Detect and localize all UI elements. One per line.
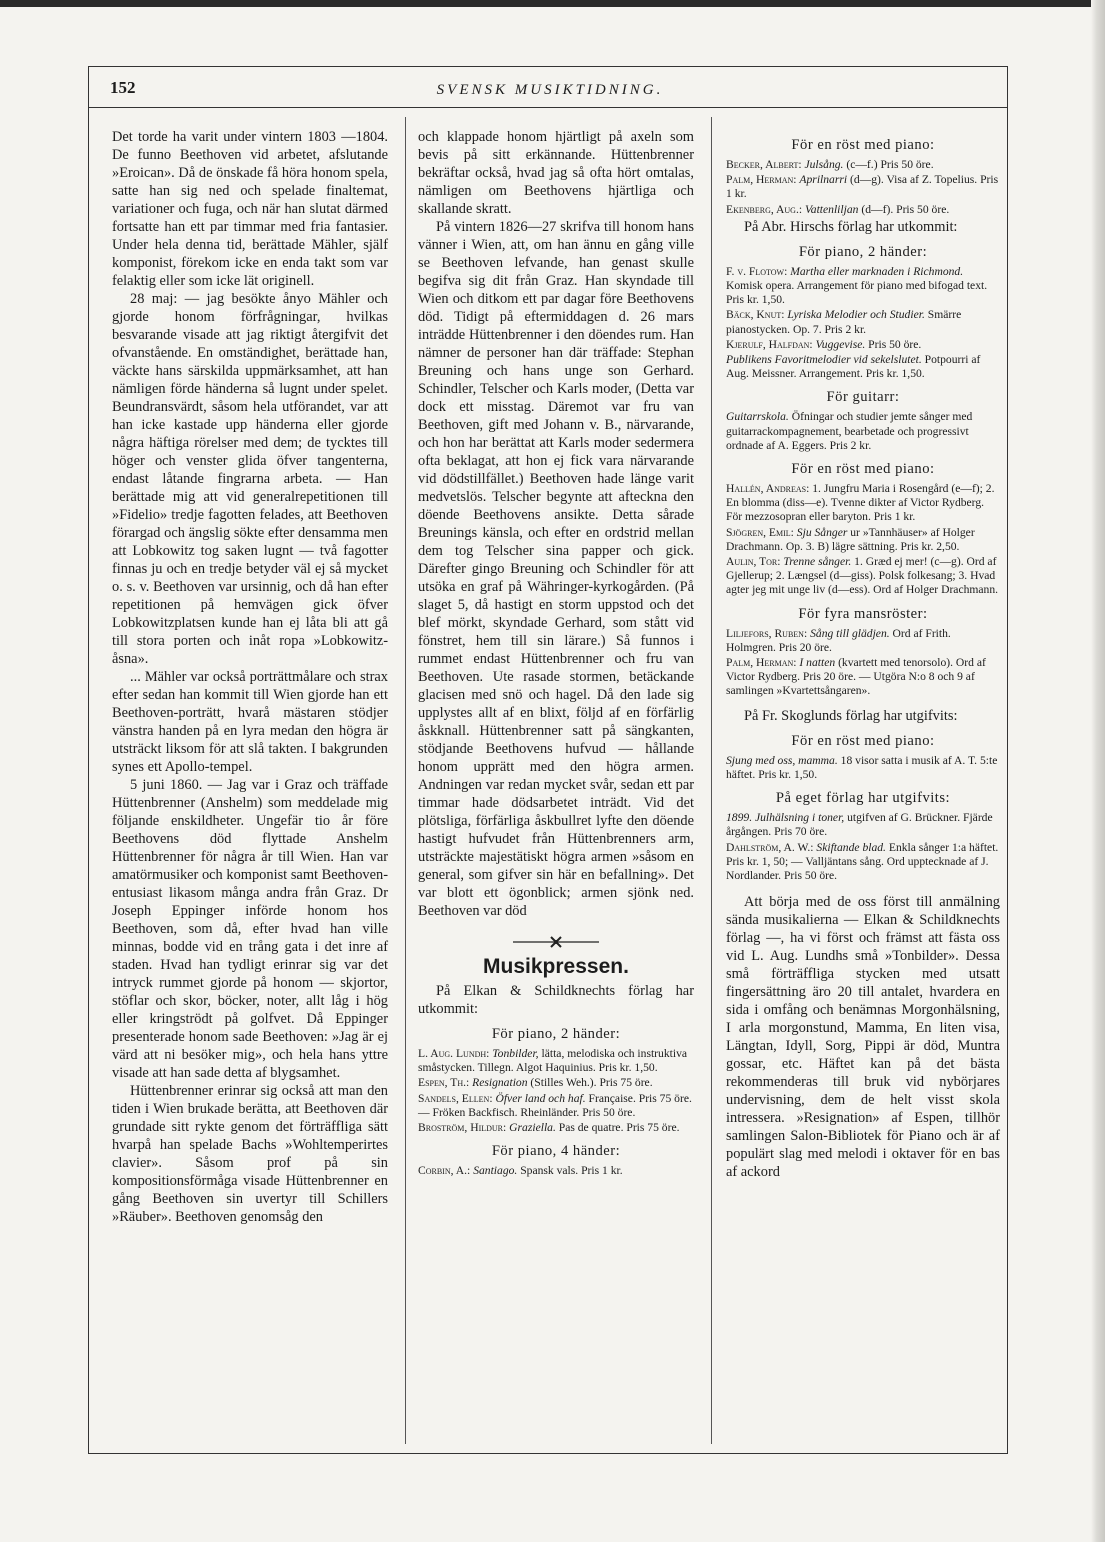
paragraph: och klappade honom hjärtligt på axeln som bevis på sitt erkännande. Hüttenbrenner bekräftar också, hvad jag så ofta hört omtalas, nämligen om Beethovens hjärtliga och skallande skratt.: [418, 129, 694, 217]
list-item: Kjerulf, Halfdan: Vuggevise. Pris 50 öre.: [726, 337, 922, 351]
section-heading: Musikpressen.: [483, 955, 629, 978]
list-item: Becker, Albert: Julsång. (c—f.) Pris 50 öre.: [726, 158, 934, 171]
publisher-intro: På Abr. Hirschs förlag har utkommit:: [744, 218, 958, 235]
paragraph: På vintern 1826—27 skrifva till honom hans vänner i Wien, att, om han ännu en gång ville se Beethoven lefvande, han genast skulle begifva sig dit från Graz. Han skyndade till Wien och ditkom ett par dagar före Beethovens död. Tidigt på eftermiddagen d. 26 mars inträdde Hüttenbrenner i den döendes rum. Han nämner de personer han där träffade: Stephan Breuning och hans unge son Gerhard. Schindler, Telscher och Karls moder, (Detta var dock ett misstag. Däremot var fru van Beethoven, gift med Johann v. B., närvarande, och hon har berättat att Karls moder sedermera ofta beklagat, att hon ej fick vara närvarande vid dödstillfället.) Beethoven hade länge varit medvetslös. Telscher begynte att afteckna den döende Beethovens ansikte. Detta sårade Breunings känsla, och efter en ordstrid mellan dem tog Telscher sina papper och gick. Därefter gingo Breuning och Schindler för att utsöka en graf på Währinger-kyrkogården. (På slaget 5, då hastigt en storm uppstod och det blef mörkt, skyndade Gerhard, som stått vid fönstret, hem till sin lärare.) Så funnos i rummet endast Hüttenbrenner och fru van Beethoven. Ute rasade stormen, betäckande glacisen med snö och hagel. Då den lade sig upplystes allt af en blixt, följd af en förfärlig åskknall. Hüttenbrenner satt på sängkanten, stödjande Beethovens hufvud — hållande honom upprätt med den högra armen. Andningen var redan mycket svår, sedan ett par timmar hade dödsarbetet inträdt. Vid det plötsliga, förfärliga åskbullret lyfte den döende hastigt hufvudet från Hüttenbrenners arm, utsträckte majestätiskt högra armen »såsom en general, som gifver sin här en befallning». Det var blott ett ögonblick; armen sjönk ned. Beethoven var död: [418, 219, 694, 919]
ornament-divider-icon: [511, 934, 601, 950]
subsection-title: För en röst med piano:: [791, 461, 935, 478]
subsection-title: För guitarr:: [826, 389, 900, 406]
subsection-title: För piano, 2 händer:: [491, 1026, 621, 1042]
list-item: 1899. Julhälsning i toner, utgifven af G. Brückner. Fjärde årgången. Pris 70 öre.: [726, 811, 993, 839]
column-rule-right: [711, 117, 712, 1444]
paragraph: 5 juni 1860. — Jag var i Graz och träffade Hüttenbrenner (Anshelm) som meddelade mig följande enskildheter. Ungefär tio år före Beethovens död flyttade Anshelm Hüttenbrenner för några år till Wien. Han var amatörmusiker och komponist samt Beethoven-entusiast likasom många andra från Graz. Dr Joseph Eppinger införde honom hos Beethoven, som då, efter hvad han ville minnas, bodde vid en trång gata i det inre af staden. Hvad han tydligt erinrar sig var det intryck rummet gjorde på honom — skjortor, stöflar och skor, böcker, noter, allt låg i hög eller kringströdt på golfvet. Då Eppinger presenterade honom sade Beethoven: »Jag är ej värd att ni besöker mig», och hela hans yttre visade att han sade detta af blygsamhet.: [112, 777, 388, 1081]
list-item: Ekenberg, Aug.: Vattenliljan (d—f). Pris 50 öre.: [726, 202, 950, 216]
list-item: Guitarrskola. Öfningar och studier jemte sånger med guitarrackompagnement, bearbetade och progressivt ordnade af A. Eggers. Pris 2 kr.: [726, 410, 973, 452]
list-item: Broström, Hildur: Graziella. Pas de quatre. Pris 75 öre.: [418, 1121, 680, 1135]
publisher-intro: På Elkan & Schildknechts förlag har utkommit:: [418, 983, 694, 1017]
paragraph: Att börja med de oss först till anmälning sända musikalierna — Elkan & Schildknechts förlag —, ha vi först och främst att fästa oss vid L. Aug. Lundhs små »Tonbilder». Dessa små förträffliga stycken med utsatt fingersättning äro 20 till antalet, hvardera en sida i omfång och benämnas Morgonhälsning, I arla morgonstund, Mamma, En liten visa, Längtan, Idyll, Sorg, Pippi är död, Muntra gossar, etc. Häftet kan på det bästa rekommenderas till bruk vid nybörjares undervisning, dem de helt visst skola intressera. »Resignation» af Espen, tillhör samlingen Salon-Bibliotek för Piano och är af populärt slag med melodi i oktaver för en bas af ackord: [726, 894, 1000, 1181]
list-item: F. v. Flotow: Martha eller marknaden i Richmond. Komisk opera. Arrangement för piano med bifogad text. Pris kr. 1,50.: [726, 264, 988, 307]
list-item: Corbin, A.: Santiago. Spansk vals. Pris 1 kr.: [418, 1164, 623, 1178]
running-title: SVENSK MUSIKTIDNING.: [436, 82, 664, 98]
publisher-intro: På Fr. Skoglunds förlag har utgifvits:: [744, 707, 958, 724]
paragraph: Hüttenbrenner erinrar sig också att man den tiden i Wien brukade berätta, att Beethoven där grundade sitt rykte genom det förträffliga sätt hvarpå han spelade Bachs »Wohltemperirtes clavier». Såsom prof på sin kompositionsförmåga visade Hüttenbrenner en gång Beethoven sin uvertyr till Schillers »Räuber». Beethoven genomsåg den: [112, 1083, 388, 1225]
scan-edge-top: [0, 0, 1105, 7]
subsection-title: För fyra mansröster:: [798, 605, 928, 622]
scan-edge-right: [1091, 0, 1105, 1542]
list-item: Espen, Th.: Resignation (Stilles Weh.). Pris 75 öre.: [418, 1076, 653, 1090]
list-item: Sjung med oss, mamma. 18 visor satta i musik af A. T. 5:te häftet. Pris kr. 1,50.: [726, 753, 998, 781]
list-item: Publikens Favoritmelodier vid sekelslutet. Potpourri af Aug. Meissner. Arrangement. Pris kr. 1,50.: [726, 353, 981, 381]
list-item: Palm, Herman: Aprilnarri (d—g). Visa af Z. Topelius. Pris 1 kr.: [726, 173, 999, 201]
list-item: Sandels, Ellen: Öfver land och haf. Française. Pris 75 öre. — Fröken Backfisch. Rheinländer. Pris 50 öre.: [418, 1091, 692, 1119]
list-item: Sjögren, Emil: Sju Sånger ur »Tannhäuser» af Holger Drachmann. Op. 3. B) lägre sättning. Pris kr. 2,50.: [726, 525, 975, 553]
paragraph: 28 maj: — jag besökte ånyo Mähler och gjorde honom förfrågningar, hvilkas besvarande visade att jag riktigt återgifvit det ofvanstående. En omständighet, berättade han, väckte hans särskilda uppmärksamhet, att han nämligen förde händerna så lugnt under spelet. Beundransvärdt, såsom hela utförandet, var att han icke kastade upp händerna eller gjorde några häftiga rörelser med dem; de tycktes till höger och venster glida öfver tangenterna, endast låtande fingrarna arbeta. — Han berättade mig att vid generalrepetitionen till »Fidelio» tredje fagotten felades, att Beethoven förargad och ängslig sökte efter densamma men att Lobkowitz tog saken lugnt — två fagotter finnas ju och en tredje betyder väl ej så mycket o. s. v. Beethoven var ursinnig, och då han efter repetitionen på hemvägen gick öfver Lobkowitzplatsen kunde han ej låta bli att gå till stora porten och inåt ropa »Lobkowitz-åsna».: [112, 291, 388, 667]
list-item: Liljefors, Ruben: Sång till glädjen. Ord af Frith. Holmgren. Pris 20 öre.: [726, 626, 951, 654]
header-rule: [88, 107, 1008, 108]
column-3: [726, 128, 1000, 1181]
subsection-title: För piano, 4 händer:: [491, 1143, 621, 1160]
paragraph: ... Mähler var också porträttmålare och strax efter sedan han kommit till Wien gjorde han ett Beethoven-porträtt, hvarå mästaren stödjer vänstra handen på en lyra medan den högra är utsträckt liksom för att slå takten. I bakgrunden synes ett Apollo-tempel.: [112, 669, 388, 775]
subsection-title: För en röst med piano:: [791, 732, 935, 749]
column-2: [418, 128, 694, 1179]
list-item: Hallén, Andreas: 1. Jungfru Maria i Rosengård (e—f); 2. En blomma (diss—e). Tvenne dikter af Victor Rydberg. För mezzosopran eller baryton. Pris 1 kr.: [726, 482, 995, 524]
list-item: Aulin, Tor: Trenne sånger. 1. Græd ej mer! (c—g). Ord af Gjellerup; 2. Længsel (d—giss). Polsk folkesang; 3. Hvad agter jeg mit unge liv (d—ess). Ord af Holger Drachmann.: [726, 555, 999, 597]
list-item: Dahlström, A. W.: Skiftande blad. Enkla sånger 1:a häftet. Pris kr. 1, 50; — Valljäntans sång. Ord upptecknade af J. Nordlander. Pris 50 öre.: [726, 840, 999, 882]
page-number: 152: [110, 78, 136, 97]
paragraph: Det torde ha varit under vintern 1803 —1804. De funno Beethoven vid arbetet, afslutande »Eroican». Då de önskade få höra honom spela, satte han sig ned och spelade finaltemat, variationer och fuga, och när han slutat därmed fortsatte han ett par timmar med fria fantasier. Under hela denna tid, berättade Mähler, själf komponist, förekom icke en enda takt som var felaktig eller som icke lät originell.: [112, 129, 388, 289]
list-item: Bäck, Knut: Lyriska Melodier och Studier. Smärre pianostycken. Op. 7. Pris 2 kr.: [726, 308, 962, 336]
subsection-title: För piano, 2 händer:: [798, 243, 928, 260]
column-rule-left: [405, 117, 406, 1444]
list-item: L. Aug. Lundh: Tonbilder, lätta, melodiska och instruktiva småstycken. Tillegn. Algot Haquinius. Pris kr. 1,50.: [418, 1047, 688, 1075]
column-1: [112, 128, 388, 1226]
subsection-title: För en röst med piano:: [791, 137, 935, 153]
list-item: Palm, Herman: I natten (kvartett med tenorsolo). Ord af Victor Rydberg. Pris 20 öre. — Utgöra N:o 8 och 9 af samlingen »Kvartettsångaren».: [726, 656, 986, 698]
subsection-title: På eget förlag har utgifvits:: [775, 790, 951, 807]
